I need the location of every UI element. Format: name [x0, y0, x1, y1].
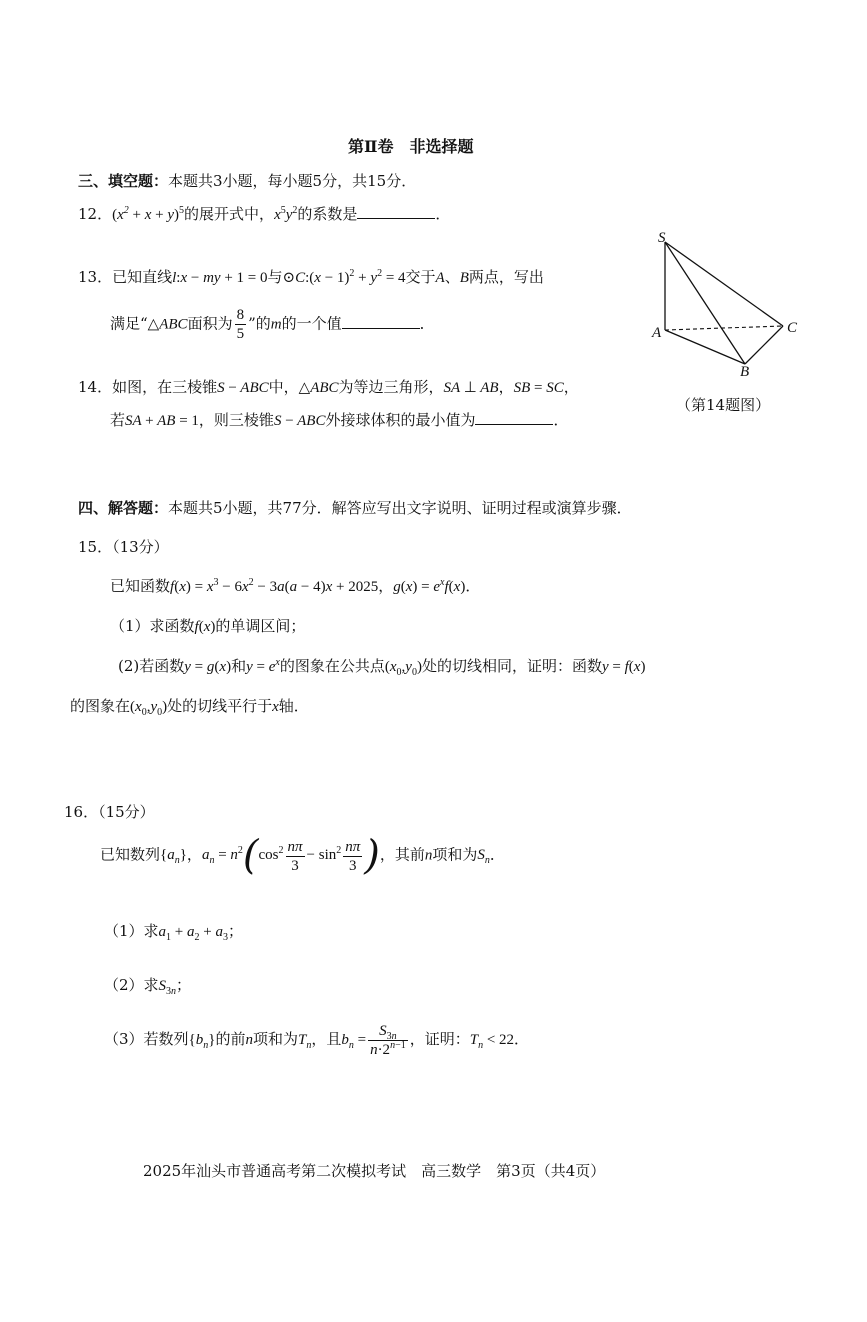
q13-text-b: 与⊙ [267, 268, 296, 286]
figure-label-b: B [740, 364, 750, 380]
q14-triangle: ABC [310, 380, 339, 396]
q13-text-c: 交于 [405, 268, 436, 286]
q16-p3-a: （3）若数列 [104, 1029, 189, 1048]
edge-bc [745, 326, 783, 364]
q16-p1: （1）求 [104, 922, 159, 940]
edge-sc [665, 242, 783, 326]
q16-stem-c: ，其前 [379, 845, 425, 864]
question-14-line1 [78, 376, 579, 397]
q16-part2 [104, 974, 191, 995]
q15-stem [110, 575, 480, 596]
q16-p2: （2）求 [104, 976, 159, 994]
q16-seq-b: $\{b_n\}$ [188, 1031, 216, 1051]
q15-p2-c: 的图象在公共点 [279, 657, 385, 675]
q13-m-var: m [270, 316, 282, 333]
question-13-line1 [78, 266, 544, 287]
q16-p3-end: ． [514, 1029, 530, 1048]
q14-line2-a: 若 [110, 411, 126, 429]
part4-desc: 本题共5小题，共77分．解答应写出文字说明、证明过程或演算步骤． [168, 499, 632, 517]
q16-p3-c: 项和为 [252, 1029, 298, 1048]
q13-triangle: ABC [159, 316, 188, 333]
q15-p2-b: 和 [231, 657, 247, 675]
q13-circle-eq: C:(x − $1)^2 + y^2 = 4$ [295, 268, 406, 286]
part3-heading-line [78, 170, 416, 191]
q14-line1-b: 中，△ [268, 378, 311, 396]
q13-line2-d: 的一个值 [281, 314, 342, 333]
part4-heading: 四、解答题： [78, 499, 169, 517]
edge-ac-hidden [665, 326, 783, 330]
q16-part1 [104, 920, 243, 941]
q15-p2-point-2: $(x_0,y_0)$ [130, 699, 168, 718]
q13-fraction [235, 306, 247, 343]
q16-stem-e: ． [489, 845, 505, 864]
q12-expression: $(x^2 + x + y)^5$ [112, 205, 185, 223]
edge-ab [665, 330, 745, 364]
figure-label-a: A [652, 325, 662, 341]
q15-p2-d: 处的切线相同，证明：函数 [421, 657, 602, 675]
q15-stem-a: 已知函数 [110, 577, 171, 595]
q14-number: 14． [78, 378, 113, 396]
q13-end: ． [419, 314, 435, 333]
q15-part1 [110, 615, 305, 636]
q15-part2-line2 [70, 695, 309, 716]
q15-stem-b: ， [378, 577, 394, 595]
q16-p2-end: ； [176, 976, 192, 994]
part3-desc: 本题共3小题，每小题5分，共15分． [168, 172, 417, 190]
q16-p1-end: ； [227, 922, 243, 940]
part3-heading: 三、填空题： [78, 172, 169, 190]
q14-line1-c: 为等边三角形， [338, 378, 444, 396]
q16-seq-a: $\{a_n\}$ [160, 847, 187, 867]
q15-f-def: $f(x) = x^3 - 6x^2 - 3a(a - 4)x + 2025$ [170, 577, 379, 595]
q12-text-a: 的展开式中， [184, 205, 275, 223]
q15-p2-y-f: y = f(x) [601, 659, 646, 675]
q16-number: 16．（15分） [64, 803, 155, 821]
q16-ineq: $T_n < 22$ [469, 1031, 515, 1051]
page-footer: 2025年汕头市普通高考第二次模拟考试 高三数学 第3页（共4页） [143, 1162, 606, 1180]
pyramid-figure [648, 228, 808, 388]
q13-line-eq: l:x − my + 1 = 0 [172, 270, 268, 286]
figure-caption: （第14题图） [676, 396, 771, 414]
q16-p3-n: n [245, 1031, 253, 1048]
q13-answer-blank[interactable] [342, 314, 420, 329]
q14-pyramid-2: S − ABC [273, 413, 326, 429]
q16-stem-b: ， [186, 845, 202, 864]
q16-stem-a: 已知数列 [100, 845, 161, 864]
q14-conditions: SA ⊥ AB，SB = SC， [443, 380, 579, 396]
q13-line2-b: 面积为 [187, 314, 233, 333]
q16-p3-b: 的前 [215, 1029, 246, 1048]
q13-points: A、B [435, 270, 469, 286]
q15-p2-e: 的图象在 [70, 697, 131, 715]
question-14-line2 [110, 409, 569, 430]
q16-p1-sum: $a_1 + a_2 + a_3$ [158, 924, 228, 943]
q15-p2-g: 轴． [278, 697, 309, 715]
q16-p3-e: ，证明： [409, 1029, 470, 1048]
q16-n: n [424, 847, 433, 864]
q12-text-b: 的系数是 [297, 205, 358, 223]
q15-g-def: $g(x) = e^xf(x)$． [393, 577, 481, 595]
q15-p1-b: 的单调区间； [215, 617, 306, 635]
q15-number: 15．（13分） [78, 538, 169, 556]
figure-label-c: C [787, 320, 798, 336]
q15-p2-y-g: y = g(x) [184, 659, 232, 675]
q16-stem-d: 项和为 [432, 845, 478, 864]
q16-sn: $S_n$ [477, 847, 490, 867]
q14-line1-a: 如图，在三棱锥 [112, 378, 218, 396]
q16-p2-s3n: $S_{3n}$ [158, 978, 177, 997]
edge-sb [665, 242, 745, 364]
q12-term: $x^5y^2$ [274, 205, 298, 223]
q14-line2-b: ，则三棱锥 [198, 411, 274, 429]
q16-part3 [104, 1022, 529, 1059]
q13-frac-den: 5 [236, 326, 245, 342]
figure-label-s: S [658, 230, 666, 246]
q13-frac-num: 8 [236, 307, 245, 323]
q15-p1-f: f(x) [194, 619, 216, 635]
q14-answer-blank[interactable] [475, 410, 553, 425]
q13-line2-c: ”的 [248, 314, 271, 333]
q12-number: 12． [78, 205, 113, 223]
q12-answer-blank[interactable] [357, 204, 435, 219]
q13-line2-a: 满足“△ [110, 314, 160, 333]
q15-p2-f: 处的切线平行于 [167, 697, 273, 715]
q16-tn: $T_n$ [297, 1031, 312, 1051]
question-12 [78, 203, 450, 224]
q15-p2-y-ex: $y = e^x$ [246, 657, 280, 675]
q16-bn-def: $b_n$ = $\frac{S_{3n}}{n\cdot 2^{n-1}}$ [341, 1023, 406, 1058]
q15-p1-a: （1）求函数 [110, 617, 195, 635]
q14-sum: SA + AB = 1 [125, 413, 199, 429]
question-13-line2 [110, 306, 435, 343]
q14-end: ． [553, 411, 569, 429]
q15-p2-a: (2)若函数 [118, 657, 185, 675]
q13-text-d: 两点，写出 [468, 268, 544, 286]
q15-part2-line1 [118, 655, 645, 676]
section-title: 第Ⅱ卷 非选择题 [348, 137, 474, 156]
q16-p3-d: ，且 [311, 1029, 342, 1048]
q15-p2-point: $(x_0,y_0)$ [384, 659, 422, 678]
q13-text-a: 已知直线 [112, 268, 173, 286]
q14-line2-c: 外接球体积的最小值为 [325, 411, 476, 429]
q13-number: 13． [78, 268, 113, 286]
q12-end: ． [435, 205, 451, 223]
q15-p2-x: x [272, 699, 279, 715]
q14-pyramid: S − ABC [217, 380, 269, 396]
q16-stem [100, 833, 505, 879]
q16-an-def: $a_n = n^2(\cos^2$ $\frac{n\pi}{3}$ − $\sin^2$ $\frac{n\pi}{3}$ ) [201, 833, 380, 879]
part4-heading-line [78, 497, 632, 518]
